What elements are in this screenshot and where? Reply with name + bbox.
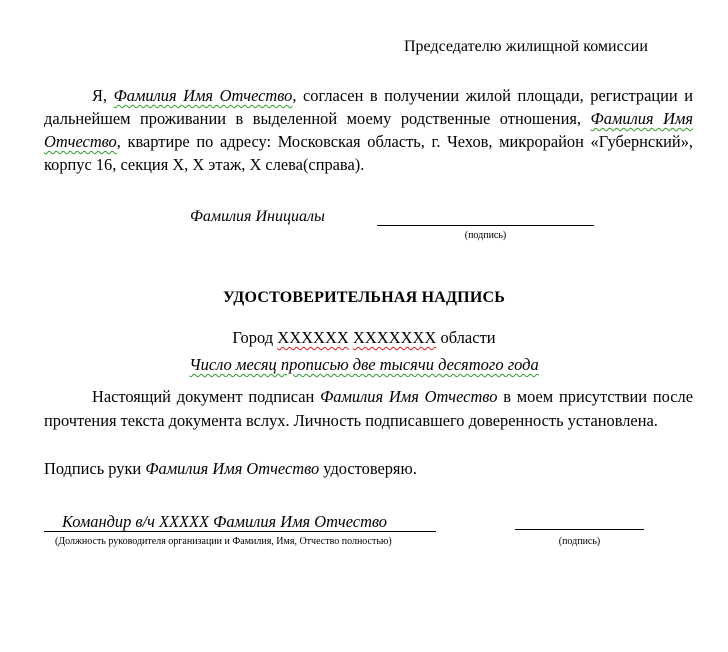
date-text: Число месяц прописью две тысячи десятого года [189,355,539,374]
city-placeholder-1: XXXXXX [277,328,349,347]
statement-paragraph [44,84,693,176]
signature-line [377,225,594,226]
statement-text-1: , согласен в получении жилой площади, регистрации и дальнейшем проживании в выделенной моему родственные отношения, [44,86,693,128]
statement-pronoun: Я, [92,86,108,105]
commander-line: Командир в/ч XXXXX Фамилия Имя Отчество [44,513,436,532]
statement-fio-1: Фамилия Имя Отчество [113,86,293,105]
city-placeholder-2: XXXXXXX [352,328,437,347]
signature-name-label: Фамилия Инициалы [190,208,325,225]
certification-paragraph [44,385,693,433]
certification-fio: Фамилия Имя Отчество [320,387,498,406]
commander-signature-caption: (подпись) [558,536,601,547]
city-prefix: Город [232,328,274,347]
date-line [0,355,728,375]
certification-text-b: в моем присутствии после прочтения текста документа вслух. Личность подписавшего доверенность установлена. [44,387,693,430]
attestation-paragraph [44,459,417,479]
certification-text-a: Настоящий документ подписан [92,387,315,406]
statement-text-2: , квартире по адресу: Московская область, г. Чехов, микрорайон «Губернский», корпус 16, секция Х, Х этаж, Х слева(справа). [44,132,693,174]
statement-fio-2: Фамилия Имя Отчество [44,109,693,151]
commander-signature-line [515,529,644,530]
city-line [0,328,728,348]
attestation-fio: Фамилия Имя Отчество [145,459,320,478]
attestation-text-a: Подпись руки [44,459,142,478]
signature-caption: (подпись) [464,230,507,241]
addressee: Председателю жилищной комиссии [404,38,648,55]
certification-heading: УДОСТОВЕРИТЕЛЬНАЯ НАДПИСЬ [222,289,505,306]
city-suffix: области [440,328,496,347]
commander-caption: (Должность руководителя организации и Фамилия, Имя, Отчество полностью) [55,536,392,547]
attestation-text-b: удостоверяю. [323,459,417,478]
